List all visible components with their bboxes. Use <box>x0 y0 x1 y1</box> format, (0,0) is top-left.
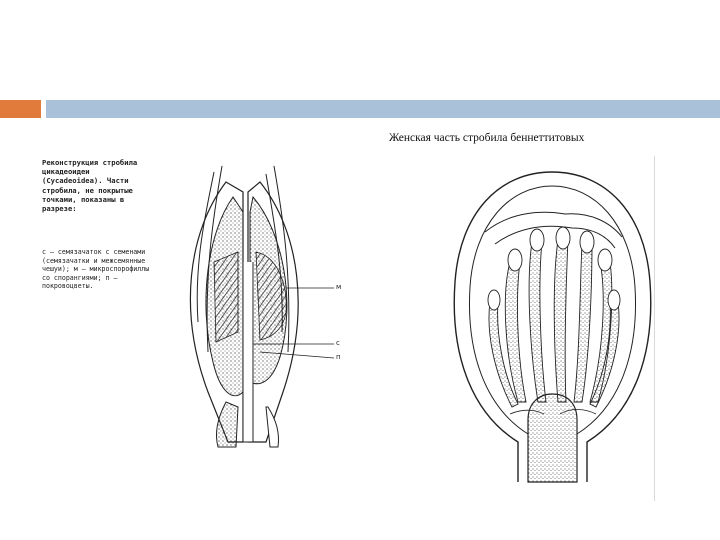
strobilus-drawing <box>38 152 368 462</box>
legend-body: с — семязачаток с семенами (семязачатки и межсемянные чешуи); м — микроспорофиллы со спорангиями; п — покровоцветы. <box>42 248 150 291</box>
figure-frame-line <box>654 156 655 501</box>
label-m: м <box>336 283 342 291</box>
legend-title: Реконструкция стробила цикадеоидеи (Cycadeoidea). Части стробила, не покрытые точками, показаны в разрезе: <box>42 158 138 214</box>
accent-bar-blue <box>46 100 720 118</box>
right-strobilus-figure <box>440 152 665 502</box>
slide-caption: Женская часть стробила беннеттитовых <box>389 132 585 144</box>
left-strobilus-figure <box>38 152 368 462</box>
label-p: п <box>336 353 341 361</box>
label-c: с <box>336 339 340 347</box>
strobilus-cross-section-drawing <box>440 152 665 502</box>
accent-bar-orange <box>0 100 41 118</box>
